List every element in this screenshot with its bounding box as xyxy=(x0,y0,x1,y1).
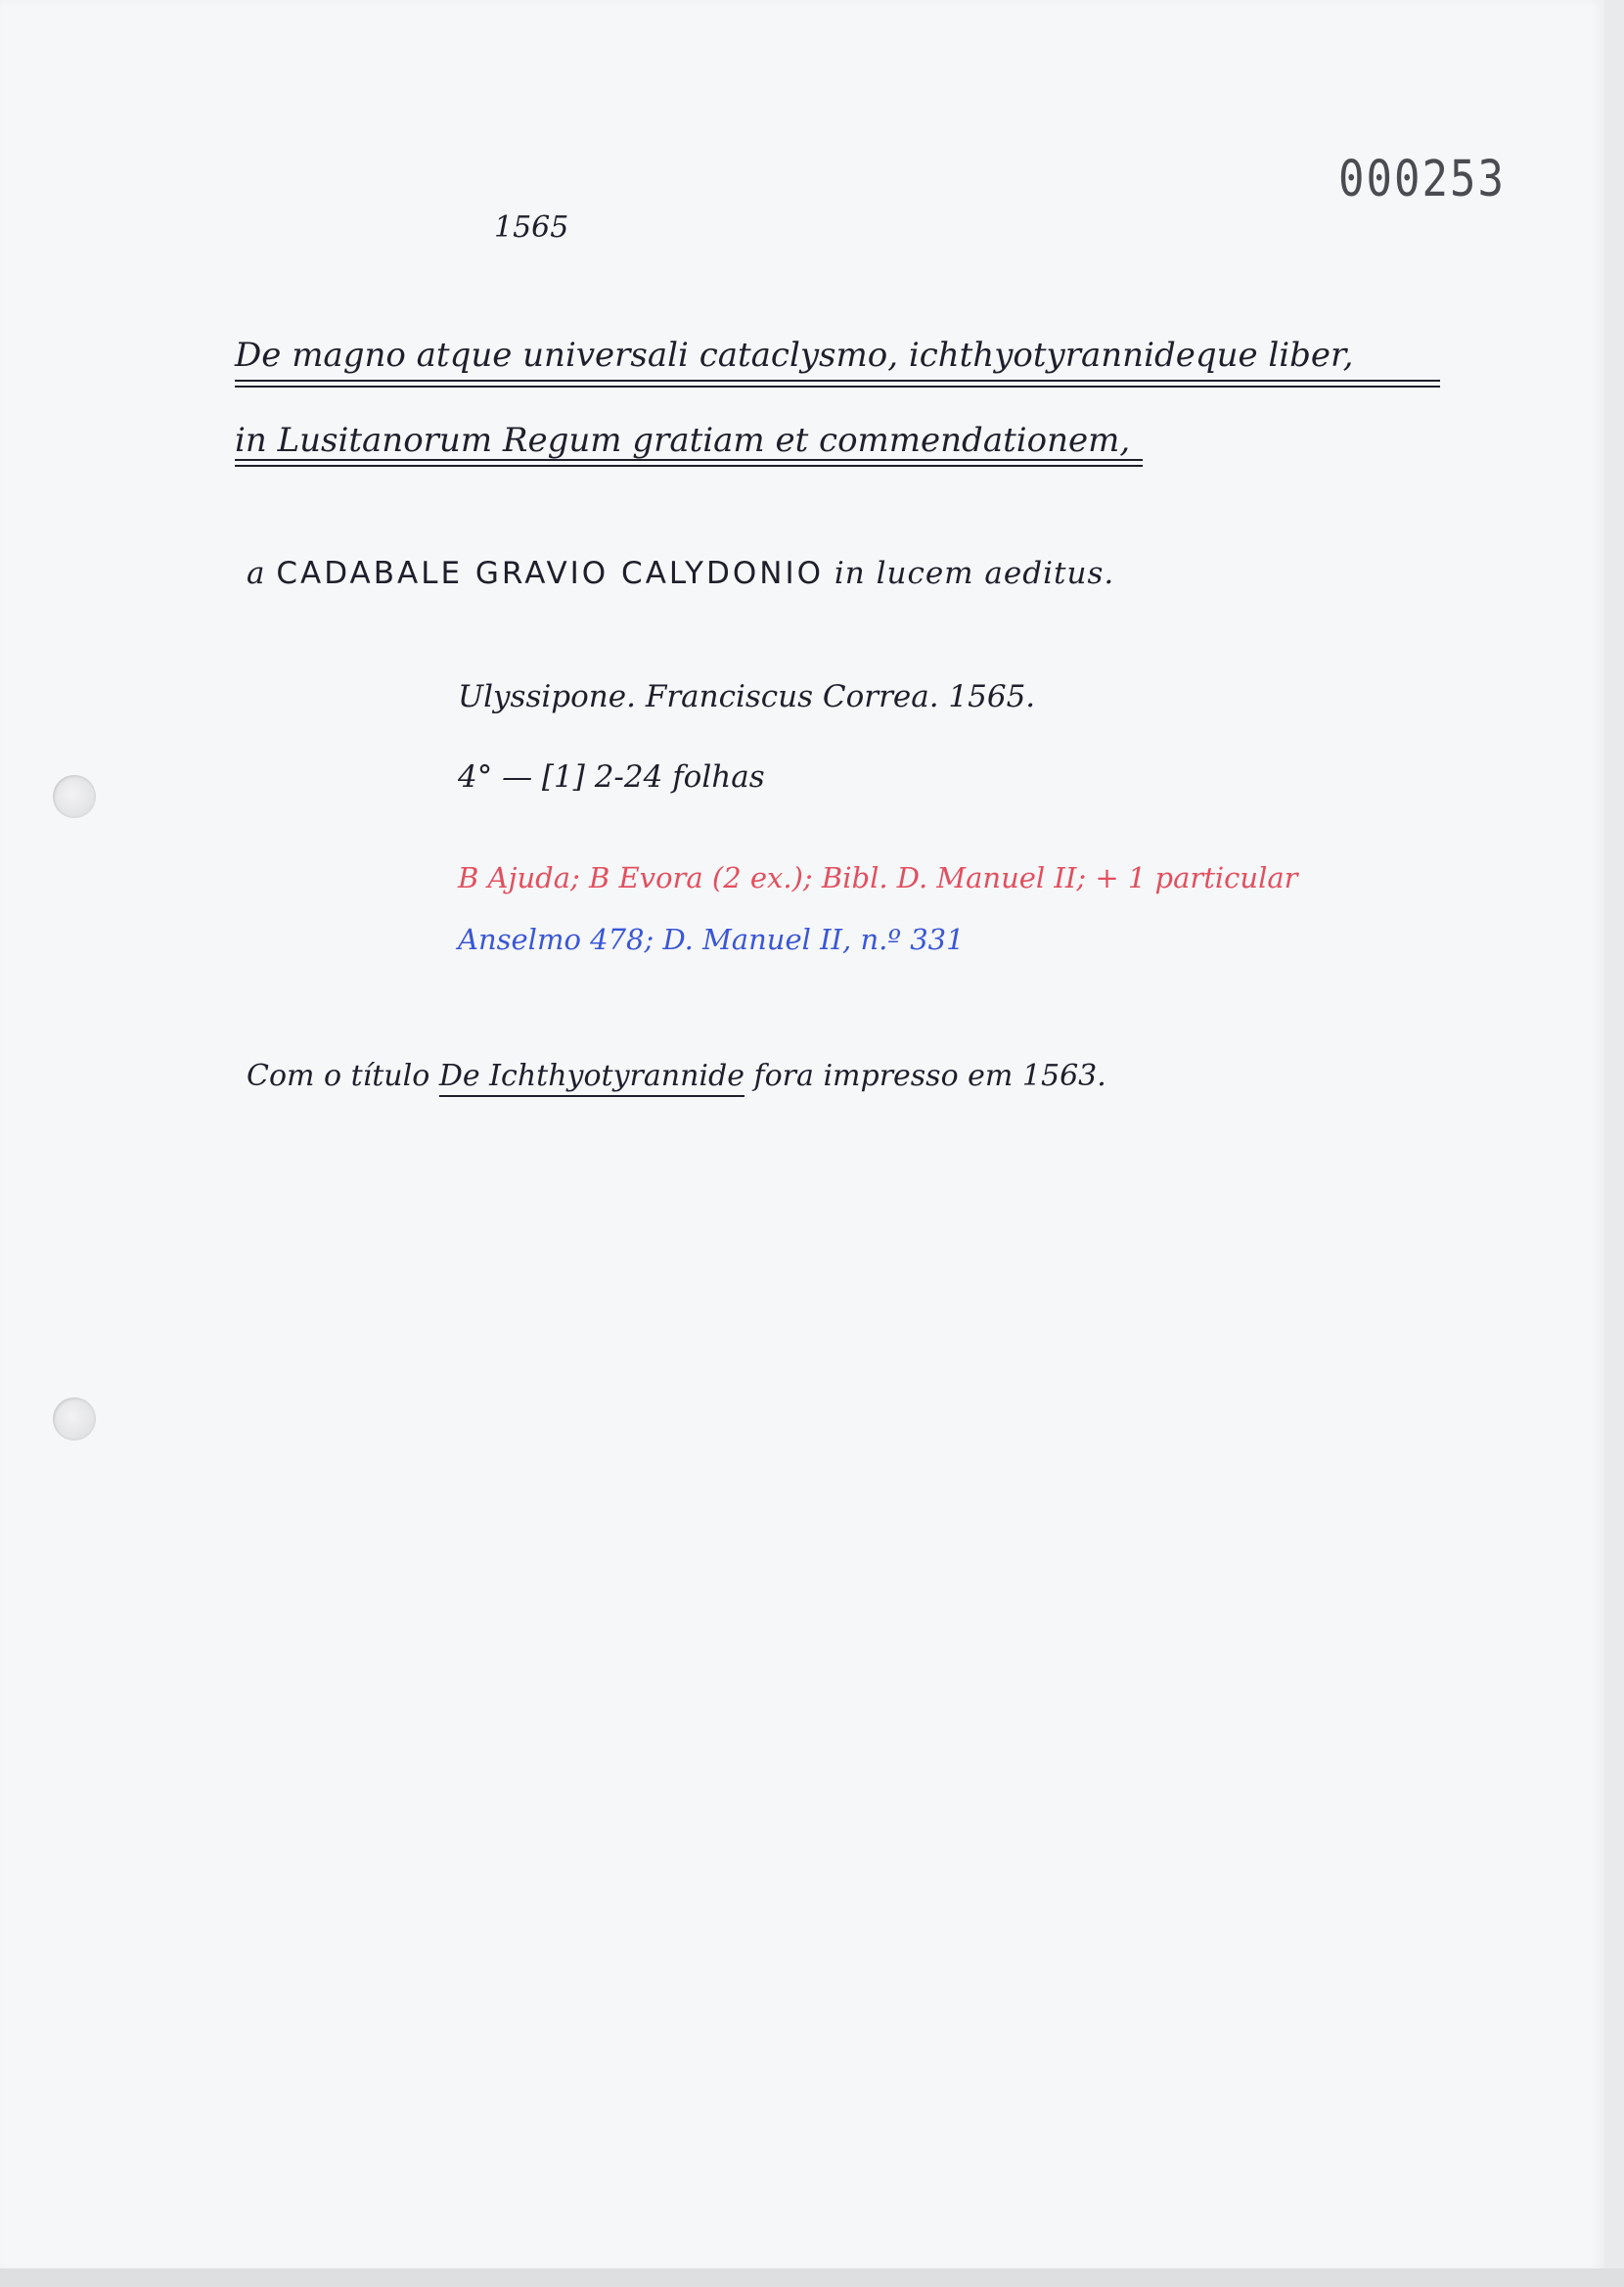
punch-hole-top xyxy=(53,775,96,818)
format-line: 4° — [1] 2-24 folhas xyxy=(458,759,765,795)
note-line xyxy=(247,1059,1106,1093)
title-line-2-underline xyxy=(235,459,1143,461)
title-line-1-underline-second xyxy=(235,386,1440,388)
holdings-blue-line: Anselmo 478; D. Manuel II, n.º 331 xyxy=(458,923,965,956)
note-suffix: fora impresso em 1563. xyxy=(753,1059,1106,1093)
author-prefix: a xyxy=(247,556,266,591)
note-title: De Ichthyotyrannide xyxy=(438,1059,744,1093)
author-suffix: in lucem aeditus. xyxy=(834,556,1115,591)
title-line-1: De magno atque universali cataclysmo, ichthyotyrannideque liber, xyxy=(235,336,1354,375)
note-prefix: Com o título xyxy=(247,1059,430,1093)
title-line-2: in Lusitanorum Regum gratiam et commendationem, xyxy=(235,421,1131,460)
punch-hole-bottom xyxy=(53,1397,96,1441)
inventory-stamp-number: 000253 xyxy=(1338,151,1506,208)
scan-bottom-edge xyxy=(0,2268,1624,2287)
holdings-red-line: B Ajuda; B Evora (2 ex.); Bibl. D. Manuel II; + 1 particular xyxy=(458,861,1298,894)
imprint-line: Ulyssipone. Franciscus Correa. 1565. xyxy=(458,679,1036,714)
author-name: CADABALE GRAVIO CALYDONIO xyxy=(276,556,824,591)
title-line-2-underline-second xyxy=(235,465,1143,467)
publication-year: 1565 xyxy=(494,210,569,245)
author-line xyxy=(247,556,1114,591)
title-line-1-underline xyxy=(235,380,1440,382)
